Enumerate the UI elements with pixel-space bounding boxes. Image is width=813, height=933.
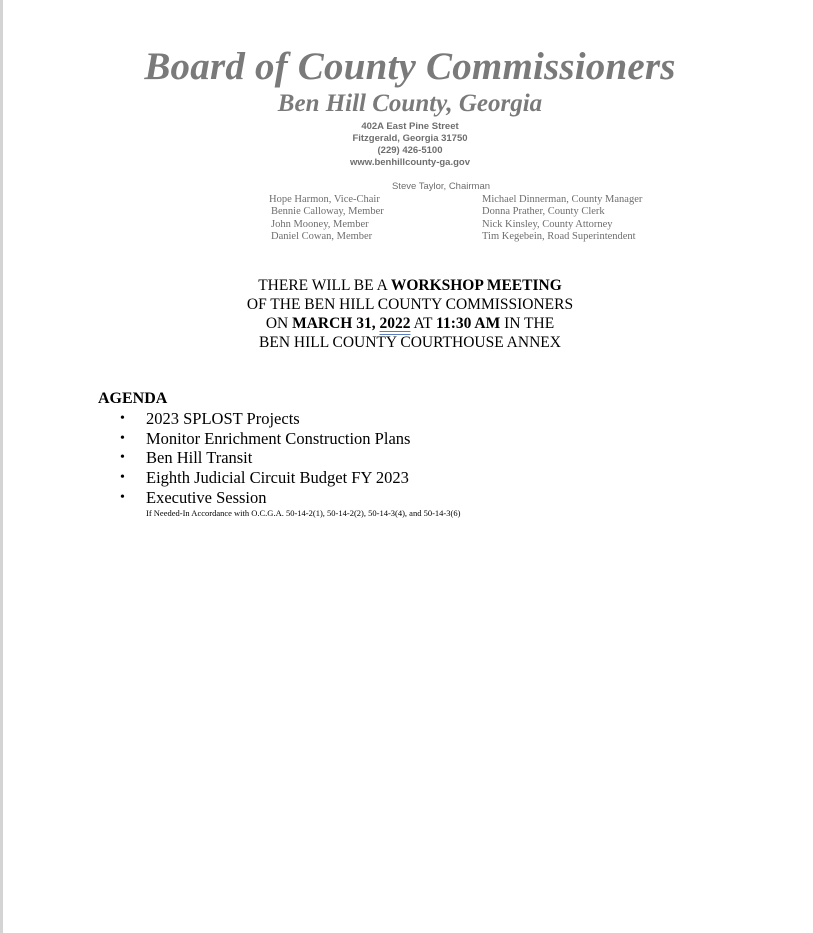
notice-text: AT: [410, 315, 437, 332]
notice-line-2: OF THE BEN HILL COUNTY COMMISSIONERS: [246, 296, 574, 313]
staff-name: Tim Kegebein, Road Superintendent: [482, 231, 636, 242]
agenda-heading: AGENDA: [98, 390, 168, 407]
letterhead-subtitle: Ben Hill County, Georgia: [277, 90, 543, 117]
website: www.benhillcounty-ga.gov: [350, 157, 470, 168]
phone-number: (229) 426-5100: [377, 145, 443, 156]
meeting-time: 11:30 AM: [436, 315, 501, 332]
member-name: Hope Harmon, Vice-Chair: [269, 194, 380, 205]
bullet-icon: •: [120, 470, 125, 486]
bullet-icon: •: [120, 489, 125, 505]
bullet-icon: •: [120, 450, 125, 466]
meeting-date-day: MARCH 31,: [292, 315, 380, 332]
notice-line-3: [0, 315, 813, 333]
notice-line-1: [0, 277, 813, 295]
staff-name: Michael Dinnerman, County Manager: [482, 194, 643, 205]
chairman-name: Steve Taylor, Chairman: [391, 181, 491, 192]
member-name: Daniel Cowan, Member: [271, 231, 373, 242]
meeting-type: WORKSHOP MEETING: [390, 277, 562, 294]
notice-text: IN THE: [500, 315, 555, 332]
notice-line-4: BEN HILL COUNTY COURTHOUSE ANNEX: [259, 334, 561, 351]
address-street: 402A East Pine Street: [361, 121, 459, 132]
letterhead-title: Board of County Commissioners: [144, 45, 676, 88]
notice-text: THERE WILL BE A: [258, 277, 391, 294]
executive-session-note: If Needed-In Accordance with O.C.G.A. 50-14-2(1), 50-14-2(2), 50-14-3(4), and 50-14-3(6): [146, 508, 461, 518]
bullet-icon: •: [120, 430, 125, 446]
member-name: John Mooney, Member: [271, 219, 369, 230]
meeting-date-year: 2022: [379, 315, 411, 332]
agenda-item-text: Executive Session: [146, 487, 267, 507]
meeting-date: [292, 315, 410, 332]
agenda-item-text: Monitor Enrichment Construction Plans: [146, 428, 411, 448]
staff-name: Donna Prather, County Clerk: [482, 206, 605, 217]
bullet-icon: •: [120, 411, 125, 426]
agenda-item-text: Eighth Judicial Circuit Budget FY 2023: [146, 468, 409, 488]
agenda-item-text: Ben Hill Transit: [146, 448, 253, 468]
address-city: Fitzgerald, Georgia 31750: [352, 133, 468, 144]
staff-name: Nick Kinsley, County Attorney: [482, 219, 613, 230]
member-name: Bennie Calloway, Member: [271, 206, 384, 217]
agenda-item-text: 2023 SPLOST Projects: [146, 409, 300, 428]
notice-text: ON: [265, 315, 293, 332]
